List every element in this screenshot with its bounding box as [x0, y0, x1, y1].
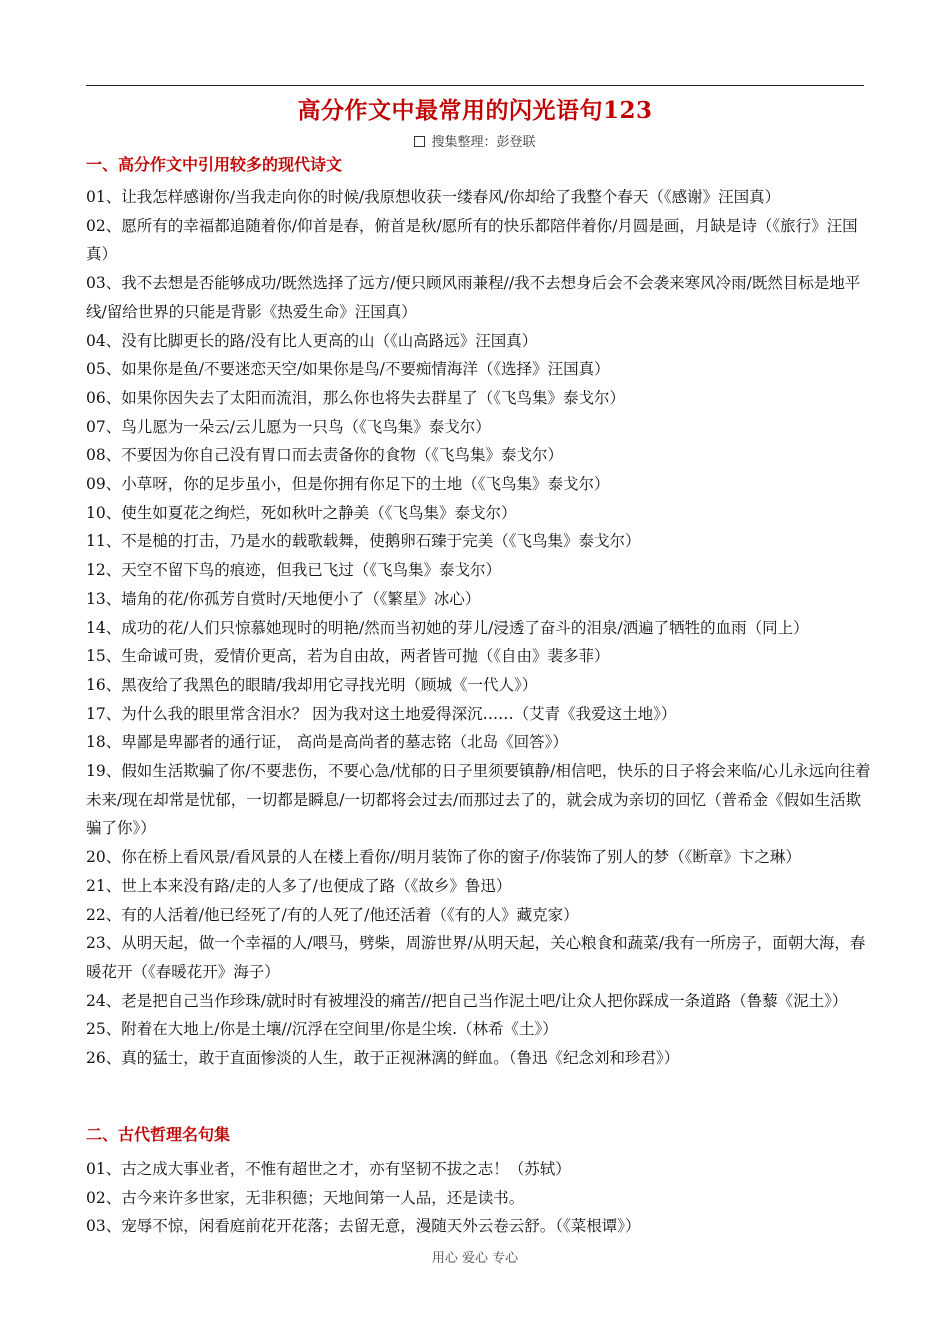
list-item: 10、使生如夏花之绚烂，死如秋叶之静美（《飞鸟集》泰戈尔） — [86, 503, 517, 522]
list-item: 15、生命诚可贵，爱情价更高，若为自由故，两者皆可抛（《自由》裴多菲） — [86, 647, 610, 666]
list-item: 08、不要因为你自己没有胃口而去责备你的食物（《飞鸟集》泰戈尔） — [86, 446, 563, 465]
list-item: 11、不是槌的打击，乃是水的载歌载舞，使鹅卵石臻于完美（《飞鸟集》泰戈尔） — [86, 532, 641, 551]
list-item: 22、有的人活着/他已经死了/有的人死了/他还活着（《有的人》藏克家） — [86, 905, 579, 924]
list-item: 06、如果你因失去了太阳而流泪，那么你也将失去群星了（《飞鸟集》泰戈尔） — [86, 388, 625, 407]
list-item: 23、从明天起，做一个幸福的人/喂马，劈柴，周游世界/从明天起，关心粮食和蔬菜/我有一所房子，面朝大海，春暖花开（《春暖花开》海子） — [86, 934, 866, 981]
list-item: 16、黑夜给了我黑色的眼睛/我却用它寻找光明（顾城《一代人》） — [86, 675, 538, 694]
list-item: 09、小草呀，你的足步虽小，但是你拥有你足下的土地（《飞鸟集》泰戈尔） — [86, 475, 610, 494]
list-item: 21、世上本来没有路/走的人多了/也便成了路（《故乡》鲁迅） — [86, 876, 512, 895]
compiler-text: 搜集整理：彭登联 — [431, 135, 536, 150]
top-divider — [86, 85, 864, 86]
list-item: 07、鸟儿愿为一朵云/云儿愿为一只鸟（《飞鸟集》泰戈尔） — [86, 417, 491, 436]
section-heading-modern-poetry: 一、高分作文中引用较多的现代诗文 — [86, 155, 343, 174]
list-item: 12、天空不留下鸟的痕迹，但我已飞过（《飞鸟集》泰戈尔） — [86, 561, 501, 580]
compiler-line — [0, 131, 950, 150]
list-item: 18、卑鄙是卑鄙者的通行证， 高尚是高尚者的墓志铭（北岛《回答》） — [86, 733, 568, 752]
section-heading-ancient-philosophy: 二、古代哲理名句集 — [86, 1125, 231, 1144]
list-item: 04、没有比脚更长的路/没有比人更高的山（《山高路远》汪国真） — [86, 331, 538, 350]
modern-poetry-list — [86, 183, 872, 1073]
list-item: 25、附着在大地上/你是土壤//沉浮在空间里/你是尘埃.（林希《土》） — [86, 1020, 558, 1039]
list-item: 14、成功的花/人们只惊慕她现时的明艳/然而当初她的芽儿/浸透了奋斗的泪泉/洒遍了牺牲的血雨（同上） — [86, 618, 809, 637]
list-item: 02、愿所有的幸福都追随着你/仰首是春，俯首是秋/愿所有的快乐都陪伴着你/月圆是画，月缺是诗（《旅行》汪国真） — [86, 216, 858, 264]
list-item: 17、为什么我的眼里常含泪水？ 因为我对这土地爱得深沉……（艾青《我爱这土地》） — [86, 704, 677, 723]
document-title: 高分作文中最常用的闪光语句123 — [297, 97, 653, 124]
list-item: 01、古之成大事业者，不惟有超世之才，亦有坚韧不拔之志！（苏轼） — [86, 1160, 571, 1178]
list-item: 24、老是把自己当作珍珠/就时时有被埋没的痛苦//把自己当作泥土吧/让众人把你踩成一条道路（鲁藜《泥土》） — [86, 991, 848, 1010]
list-item: 19、假如生活欺骗了你/不要悲伤，不要心急/忧郁的日子里须要镇静/相信吧，快乐的日子将会来临/心儿永远向往着未来/现在却常是忧郁，一切都是瞬息/一切都将会过去/而那过去了的，就会成为亲切的回忆（普希金《假如生活欺骗了你》） — [86, 762, 871, 838]
list-item: 20、你在桥上看风景/看风景的人在楼上看你//明月装饰了你的窗子/你装饰了别人的梦（《断章》卞之琳） — [86, 848, 801, 867]
list-item: 03、我不去想是否能够成功/既然选择了远方/便只顾风雨兼程//我不去想身后会不会袭来寒风冷雨/既然目标是地平线/留给世界的只能是背影《热爱生命》汪国真） — [86, 274, 861, 321]
ancient-philosophy-list — [86, 1155, 872, 1241]
list-item: 02、古今来许多世家，无非积德；天地间第一人品，还是读书。 — [86, 1188, 525, 1207]
list-item: 13、墙角的花/你孤芳自赏时/天地便小了（《繁星》冰心） — [86, 589, 481, 608]
list-item: 05、如果你是鱼/不要迷恋天空/如果你是鸟/不要痴情海洋（《选择》汪国真） — [86, 360, 610, 379]
checkbox-square-icon — [414, 136, 425, 147]
list-item: 26、真的猛士，敢于直面惨淡的人生，敢于正视淋漓的鲜血。（鲁迅《纪念刘和珍君》） — [86, 1049, 680, 1068]
list-item: 01、让我怎样感谢你/当我走向你的时候/我原想收获一缕春风/你却给了我整个春天（《感谢》汪国真） — [86, 188, 781, 206]
page-footer: 用心 爱心 专心 — [431, 1251, 519, 1266]
list-item: 03、宠辱不惊，闲看庭前花开花落；去留无意，漫随天外云卷云舒。（《菜根谭》） — [86, 1217, 641, 1236]
